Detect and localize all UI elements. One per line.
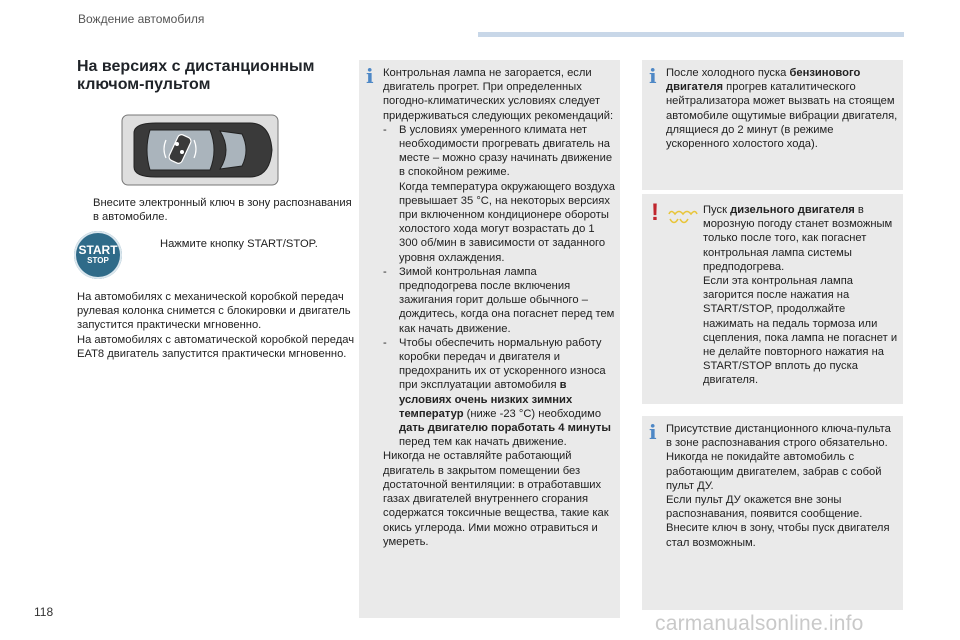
diesel-text-2: дизельного двигателя (730, 204, 855, 216)
cold-text-4: дать двигателю поработать 4 минуты (399, 422, 611, 435)
step-text: Внесите электронный ключ в зону распознавания в автомобиле. (93, 197, 352, 224)
warmup-intro: Контрольная лампа не загорается, если двигатель прогрет. При определенных погодно-климатических условиях следует придерживаться следующих рекомендаций: (383, 67, 614, 122)
start-stop-button-icon (74, 231, 122, 279)
info-box-remote-text: Присутствие дистанционного ключа-пульта в зоне распознавания строго обязательно. Никогда не покидайте автомобиль с работающим двигателем, забрав с собой пульт ДУ. Если пульт ДУ окажется вне зоны распознавания, появится сообщение. Внесите ключ в зону, чтобы пуск двигателя стал возможным. (666, 423, 891, 549)
step-insert-key (78, 196, 358, 224)
warning-icon: ! (651, 199, 659, 226)
warmup-item-text: В условиях умеренного климата нет необходимости прогревать двигатель на месте – можно сразу начинать движение в спокойном режиме. Когда температура окружающего воздуха превышает 35 °С, на некоторых версиях при включенном кондиционере обороты холостого хода могут возрастать до 1 300 об/мин в зависимости от заданного уровня охлаждения. (399, 123, 615, 264)
warning-box-diesel-text (703, 203, 899, 388)
watermark: carmanualsonline.info (655, 612, 864, 635)
step-text: Нажмите кнопку START/STOP. (160, 238, 318, 250)
warmup-outro: Никогда не оставляйте работающий двигатель в закрытом помещении без достаточной вентиляции: в отработавших газах двигателей внутреннего сгорания содержатся токсичные вещества, такие как окись углерода. Ими можно отравиться и умереть. (383, 450, 609, 548)
car-key-illustration (120, 112, 280, 188)
info-icon: i (649, 64, 657, 88)
step-press-start (145, 237, 345, 251)
dash-marker: - (383, 123, 387, 136)
glow-plug-icon (667, 206, 699, 226)
warmup-item-text: Зимой контрольная лампа предподогрева после включения зажигания горит дольше обычного – дождитесь, когда она погаснет перед тем как начать движение. (399, 265, 615, 335)
header-bar (478, 32, 904, 37)
warmup-item-cold (383, 336, 615, 450)
cold-text-3: (ниже -23 °С) необходимо (463, 407, 602, 420)
page-title: На версиях с дистанционным ключом-пультом (77, 58, 315, 93)
info-icon: i (366, 64, 374, 88)
petrol-text-1: После холодного пуска (666, 67, 790, 79)
cold-text-2: в условиях очень низких зимних температур (399, 379, 573, 420)
cold-text-5: перед тем как начать движение. (399, 436, 567, 449)
info-box-petrol-text (666, 66, 898, 151)
diesel-text-1: Пуск (703, 204, 731, 216)
page-number: 118 (34, 605, 54, 619)
stop-label: STOP (87, 256, 109, 265)
warmup-item-moderate (383, 123, 615, 265)
diesel-text-3: в морозную погоду станет возможным только после того, как погаснет контрольная лампа системы предподогрева. Если эта контрольная лампа загорится после нажатия на START/STOP, продолжайте нажимать на педаль тормоза или сцепления, пока лампа не погаснет и не делайте повторного нажатия на START/STOP вплоть до пуска двигателя. (703, 204, 898, 387)
transmission-paragraph: На автомобилях с механической коробкой передач рулевая колонка снимется с блокировки и двигатель запустится практически мгновенно. На автомобилях с автоматической коробкой передач EAT8 двигатель запустится практически мгновенно. (77, 291, 355, 360)
petrol-text-3: прогрев каталитического нейтрализатора может вызвать на стоящем автомобиле ощутимые вибрации двигателя, длящиеся до 2 минут (в режиме ускоренного холостого хода). (666, 81, 898, 151)
cold-text-1: Чтобы обеспечить нормальную работу коробки передач и двигателя и предохранить их от ускоренного износа при эксплуатации автомобиля (399, 336, 606, 392)
section-header: Вождение автомобиля (78, 12, 205, 26)
info-box-warmup-text (383, 66, 615, 549)
dash-marker: - (383, 265, 387, 278)
dash-marker: - (383, 336, 387, 349)
start-label: START (78, 243, 118, 257)
warmup-item-winter (383, 265, 615, 336)
petrol-text-2: бензинового двигателя (666, 67, 861, 94)
info-icon: i (649, 420, 657, 444)
